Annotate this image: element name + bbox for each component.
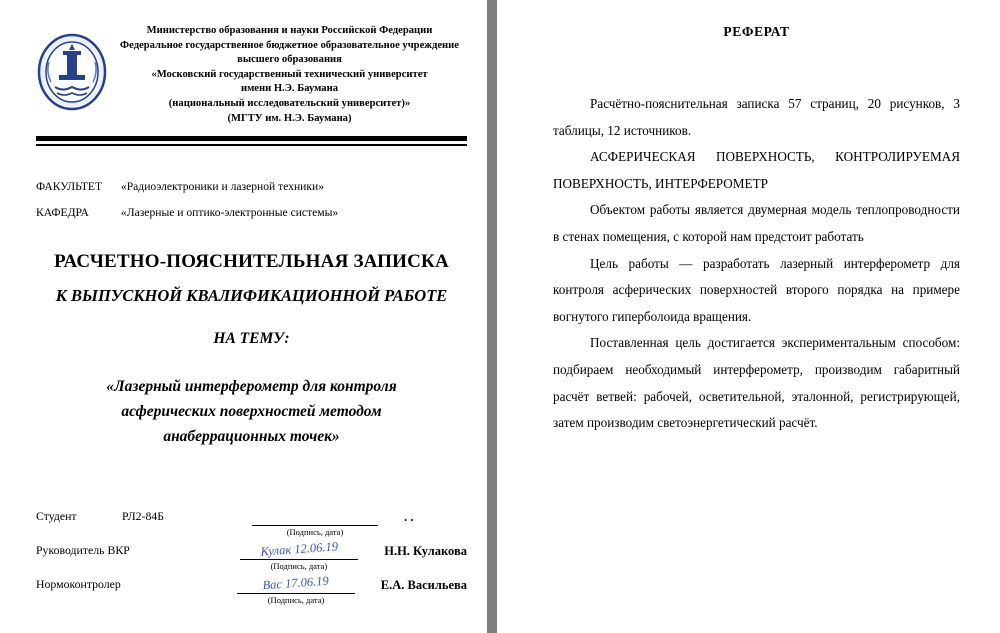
faculty-label: ФАКУЛЬТЕТ <box>36 180 103 194</box>
department-value: «Лазерные и оптико-электронные системы» <box>120 206 339 220</box>
signature-caption: (Подпись, дата) <box>270 561 328 571</box>
signer-name: . . <box>404 510 414 524</box>
abstract-paragraph: Поставленная цель достигается экспериментальным способом: подбираем необходимый интерферометр, производим габаритный расчёт ветвей: рабочей, осветительной, эталонной, регистрирующей, затем производим светоэнергетический расчёт. <box>553 335 960 431</box>
abstract-paragraph: Цель работы — разработать лазерный интерферометр для контроля асферических поверхностей второго порядка на примере вогнутого гиперболоида вращения. <box>553 255 960 324</box>
page-title: РЕФЕРАТ <box>723 24 790 39</box>
role-label: Нормоконтролер <box>36 577 121 591</box>
topic-title <box>36 374 467 449</box>
institution-header <box>108 22 467 126</box>
handwritten-signature: Вас 17.06.19 <box>262 573 330 593</box>
abstract-page <box>497 0 1000 633</box>
abstract-body <box>553 91 960 437</box>
topic-line: «Лазерный интерферометр для контроля <box>106 378 397 396</box>
signature-caption: (Подпись, дата) <box>267 595 325 605</box>
topic-line: анаберрационных точек» <box>163 428 340 446</box>
university-emblem-icon <box>36 32 108 112</box>
signature-row <box>36 508 467 537</box>
document-title: РАСЧЕТНО-ПОЯСНИТЕЛЬНАЯ ЗАПИСКА <box>54 251 449 273</box>
signer-name: Е.А. Васильева <box>380 578 467 592</box>
topic-label: НА ТЕМУ: <box>213 330 290 348</box>
department-label: КАФЕДРА <box>36 206 89 220</box>
signer-name: Н.Н. Кулакова <box>384 544 467 558</box>
role-label: Руководитель ВКР <box>36 543 130 557</box>
handwritten-signature: Кулак 12.06.19 <box>259 539 338 559</box>
faculty-line <box>36 180 467 193</box>
header-line: высшего образования <box>237 54 342 66</box>
header-rule-thin <box>36 144 467 146</box>
header-line: (национальный исследовательский университет)» <box>168 97 411 109</box>
document-subtitle: К ВЫПУСКНОЙ КВАЛИФИКАЦИОННОЙ РАБОТЕ <box>55 286 448 306</box>
header-line: имени Н.Э. Баумана <box>240 83 338 95</box>
role-label: Студент <box>36 509 77 523</box>
group-label: РЛ2-84Б <box>122 509 165 523</box>
signature-block <box>36 503 467 605</box>
abstract-paragraph: Расчётно-пояснительная записка 57 страниц, 20 рисунков, 3 таблицы, 12 источников. <box>553 96 960 138</box>
topic-line: асферических поверхностей методом <box>121 403 382 421</box>
page-gap <box>487 0 497 633</box>
faculty-value: «Радиоэлектроники и лазерной техники» <box>120 180 325 194</box>
title-page <box>0 0 487 633</box>
header-rule-thick <box>36 136 467 141</box>
abstract-paragraph: Объектом работы является двумерная модель теплопроводности в стенах помещения, с которой нам предстоит работать <box>553 202 960 244</box>
signature-row <box>36 539 467 571</box>
department-line <box>36 206 467 219</box>
header-line: Министерство образования и науки Российской Федерации <box>146 25 433 36</box>
signature-row <box>36 573 467 605</box>
header-line: Федеральное государственное бюджетное образовательное учреждение <box>120 39 459 51</box>
header-line: (МГТУ им. Н.Э. Баумана) <box>227 112 352 124</box>
signature-caption: (Подпись, дата) <box>286 527 344 537</box>
page-header <box>36 22 467 126</box>
header-line: «Московский государственный технический университет <box>151 68 428 80</box>
abstract-paragraph: АСФЕРИЧЕСКАЯ ПОВЕРХНОСТЬ, КОНТРОЛИРУЕМАЯ ПОВЕРХНОСТЬ, ИНТЕРФЕРОМЕТР <box>553 149 960 191</box>
